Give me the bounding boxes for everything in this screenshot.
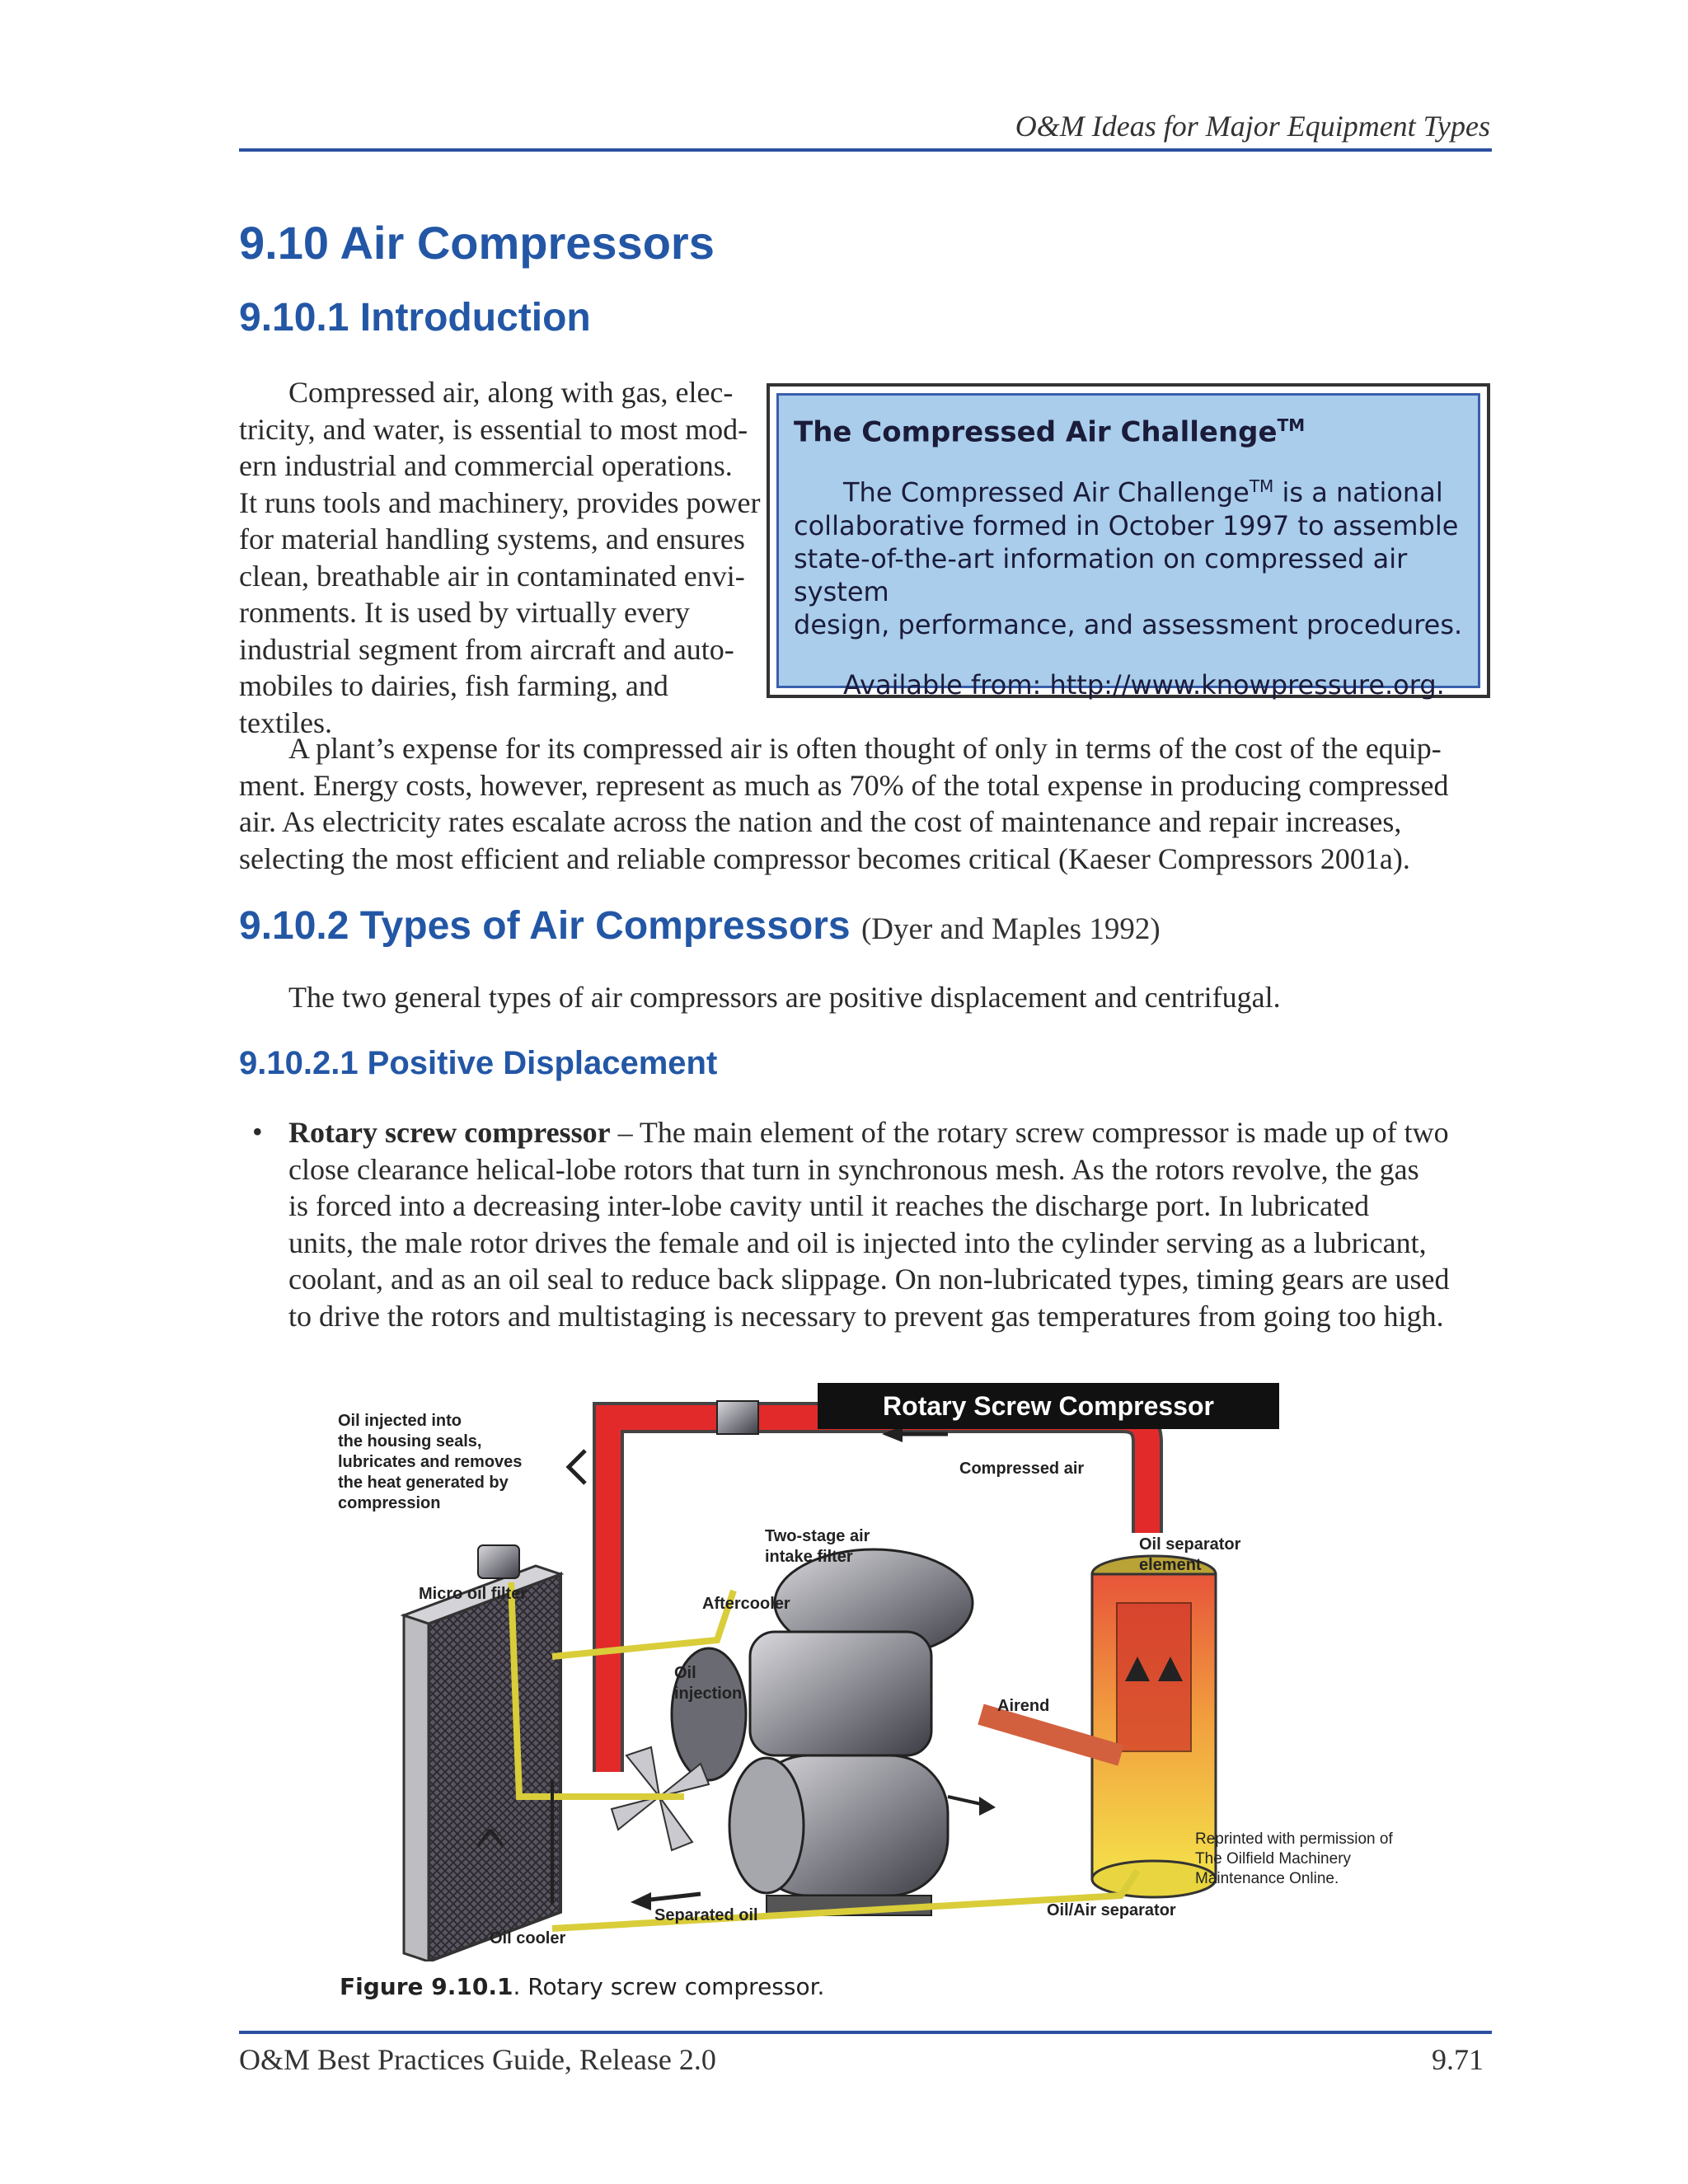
figure-title: Rotary Screw Compressor [818, 1383, 1279, 1429]
text-line: A plant’s expense for its compressed air is often thought of only in terms of the cost of the equip- [288, 732, 1442, 765]
callout-inner [776, 393, 1480, 701]
footer-guide-title: O&M Best Practices Guide, Release 2.0 [239, 2043, 716, 2076]
text-line: close clearance helical-lobe rotors that turn in synchronous mesh. As the rotors revolve, the gas [288, 1152, 1419, 1186]
intro-heading: 9.10.1 Introduction [239, 296, 591, 340]
running-header: O&M Ideas for Major Equipment Types [1015, 110, 1490, 143]
text-line: selecting the most efficient and reliable compressor becomes critical (Kaeser Compressors 2001a). [239, 841, 1410, 875]
label-micro-oil-filter: Micro oil filter [419, 1585, 528, 1603]
label-two-stage-filter: Two-stage air intake filter [765, 1527, 870, 1566]
types-citation: (Dyer and Maples 1992) [860, 912, 1160, 946]
callout-box [767, 383, 1490, 701]
label-oil-air-separator: Oil/Air separator [1047, 1901, 1176, 1919]
text-line: coolant, and as an oil seal to reduce back slippage. On non-lubricated types, timing gears are used [288, 1263, 1450, 1296]
header-rule [239, 148, 1492, 152]
text-line: tricity, and water, is essential to most mod- [239, 412, 748, 446]
text-line: is forced into a decreasing inter-lobe cavity until it reaches the discharge port. In lubricated [288, 1189, 1370, 1222]
text-line: Rotary screw compressor – The main element of the rotary screw compressor is made up of two [288, 1116, 1449, 1149]
expense-paragraph [239, 730, 1500, 877]
text-line: clean, breathable air in contaminated envi- [239, 559, 745, 593]
intro-paragraph [239, 374, 767, 741]
label-compressed-air: Compressed air [959, 1460, 1085, 1478]
rotary-bullet [288, 1114, 1508, 1334]
callout-body: The Compressed Air Challenge™ is a national [843, 476, 1443, 509]
text-line: ern industrial and commercial operations. [239, 449, 733, 482]
text-line: for material handling systems, and ensures [239, 523, 745, 555]
label-oil-separator-element: Oil separator element [1139, 1535, 1241, 1574]
page-number: 9.71 [1432, 2043, 1484, 2076]
callout-available-link[interactable]: Available from: http://www.knowpressure.org. [843, 668, 1445, 701]
label-oil-injection: Oil injection [674, 1664, 743, 1703]
label-airend: Airend [997, 1697, 1050, 1715]
positive-heading: 9.10.2.1 Positive Displacement [239, 1045, 718, 1081]
label-oil-injected: Oil injected into the housing seals, lubricates and removes the heat generated by compression [338, 1412, 523, 1512]
text-line: industrial segment from aircraft and auto- [239, 632, 734, 666]
types-text: The two general types of air compressors are positive displacement and centrifugal. [288, 981, 1281, 1014]
bullet-marker: • [252, 1115, 263, 1148]
footer-rule [239, 2031, 1492, 2034]
types-heading: 9.10.2 Types of Air Compressors (Dyer and Maples 1992) [239, 904, 1160, 948]
text-line: mobiles to dairies, fish farming, and textiles. [239, 669, 668, 739]
callout-body-lines: collaborative formed in October 1997 to assemble state-of-the-art information on compressed air system design, performance, and assessment procedures. [794, 509, 1463, 640]
label-aftercooler: Aftercooler [702, 1595, 790, 1613]
text-line: units, the male rotor drives the female and oil is injected into the cylinder serving as a lubricant, [288, 1226, 1427, 1259]
label-oil-cooler: Oil cooler [490, 1929, 566, 1947]
figure-credit: Reprinted with permission of The Oilfield Machinery Maintenance Online. [1195, 1830, 1393, 1887]
text-line: Compressed air, along with gas, elec- [288, 376, 734, 409]
text-line: ment. Energy costs, however, represent as much as 70% of the total expense in producing compressed [239, 768, 1449, 802]
text-line: ronments. It is used by virtually every [239, 596, 690, 629]
label-separated-oil: Separated oil [654, 1906, 758, 1924]
bullet-term: Rotary screw compressor [288, 1116, 611, 1149]
text-line: air. As electricity rates escalate across the nation and the cost of maintenance and repair increases, [239, 805, 1402, 838]
callout-title: The Compressed Air Challenge™ [794, 415, 1306, 449]
section-title: 9.10 Air Compressors [239, 217, 715, 269]
text-line: to drive the rotors and multistaging is necessary to prevent gas temperatures from going too high. [288, 1299, 1444, 1333]
figure-caption: Figure 9.10.1. Rotary screw compressor. [340, 1973, 825, 2000]
text-line: It runs tools and machinery, provides power [239, 485, 761, 519]
